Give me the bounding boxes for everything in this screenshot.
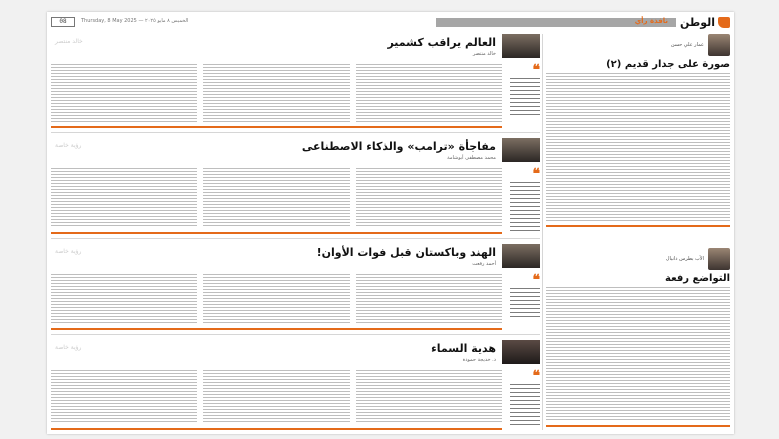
logo-text: الوطن — [679, 16, 715, 29]
dateline-english: Thursday, 8 May 2025 — [81, 18, 137, 24]
article-author: د. خديجة حمودة — [462, 357, 496, 363]
ghost-tag: رؤية خاصة — [55, 344, 82, 351]
author-name: عمار علي حسن — [670, 42, 704, 48]
masthead — [51, 16, 730, 30]
article-author: محمد مصطفى أبوشامة — [447, 155, 496, 161]
column-divider — [542, 34, 543, 430]
page-number: 08 — [51, 17, 75, 27]
article-3[interactable] — [51, 244, 540, 330]
article-title: هدية السماء — [431, 342, 496, 355]
author-photo — [708, 248, 730, 270]
pull-quote-text — [510, 288, 540, 318]
pull-quote — [510, 370, 540, 428]
logo-icon — [718, 17, 730, 28]
sidebar-column — [546, 34, 730, 430]
article-2[interactable] — [51, 138, 540, 234]
pull-quote — [510, 168, 540, 234]
article-title: الهند وباكستان قبل فوات الأوان! — [316, 246, 496, 259]
quote-icon: ❝ — [532, 272, 540, 288]
main-articles — [51, 34, 540, 430]
article-body — [51, 274, 502, 324]
pull-quote-text — [510, 78, 540, 118]
pull-quote-text — [510, 182, 540, 234]
article-body — [51, 168, 502, 228]
author-photo — [502, 138, 540, 162]
article-author: أحمد رفعت — [472, 261, 496, 267]
author-photo — [502, 244, 540, 268]
sidebar-top-body — [546, 73, 730, 221]
row-divider — [51, 238, 540, 239]
pull-quote — [510, 64, 540, 118]
article-header — [51, 244, 540, 272]
section-bar — [436, 18, 676, 27]
author-photo — [502, 340, 540, 364]
author-photo — [502, 34, 540, 58]
article-4[interactable] — [51, 340, 540, 430]
dateline: الخميس ٨ مايو ٢٠٢٥ — Thursday, 8 May 2025 — [81, 18, 189, 24]
sidebar-top-title: صورة على جدار قديم (٢) — [606, 59, 730, 70]
article-header — [51, 340, 540, 368]
pull-quote — [510, 274, 540, 318]
article-body — [51, 370, 502, 424]
orange-rule — [546, 425, 730, 427]
orange-rule — [51, 126, 502, 128]
article-body — [51, 64, 502, 122]
article-1[interactable] — [51, 34, 540, 128]
row-divider — [51, 334, 540, 335]
article-author: خالد منتصر — [472, 51, 496, 57]
sidebar-bottom-byline — [546, 248, 730, 270]
quote-icon: ❝ — [532, 166, 540, 182]
sidebar-bottom-article[interactable] — [546, 248, 730, 430]
orange-rule — [51, 428, 502, 430]
orange-rule — [546, 225, 730, 227]
quote-icon: ❝ — [532, 62, 540, 78]
dateline-arabic: الخميس ٨ مايو ٢٠٢٥ — [145, 18, 189, 24]
author-name: الأب بطرس دانيال — [665, 256, 704, 262]
section-label: نافذة رأي — [634, 17, 668, 25]
orange-rule — [51, 328, 502, 330]
ghost-tag: رؤية خاصة — [55, 248, 82, 255]
quote-icon: ❝ — [532, 368, 540, 384]
sidebar-top-article[interactable] — [546, 34, 730, 230]
ghost-tag: خالد منتصر — [55, 38, 83, 45]
sidebar-bottom-body — [546, 287, 730, 421]
sidebar-top-byline — [546, 34, 730, 56]
article-title: مفاجأة «ترامب» والذكاء الاصطناعى — [301, 140, 496, 153]
article-header — [51, 34, 540, 62]
ghost-tag: رؤية خاصة — [55, 142, 82, 149]
orange-rule — [51, 232, 502, 234]
row-divider — [51, 132, 540, 133]
newspaper-logo[interactable] — [680, 16, 730, 29]
article-header — [51, 138, 540, 166]
sidebar-bottom-title: التواضع رفعة — [665, 273, 730, 284]
author-photo — [708, 34, 730, 56]
newspaper-page — [47, 12, 734, 434]
pull-quote-text — [510, 384, 540, 428]
article-title: العالم يراقب كشمير — [387, 36, 496, 49]
